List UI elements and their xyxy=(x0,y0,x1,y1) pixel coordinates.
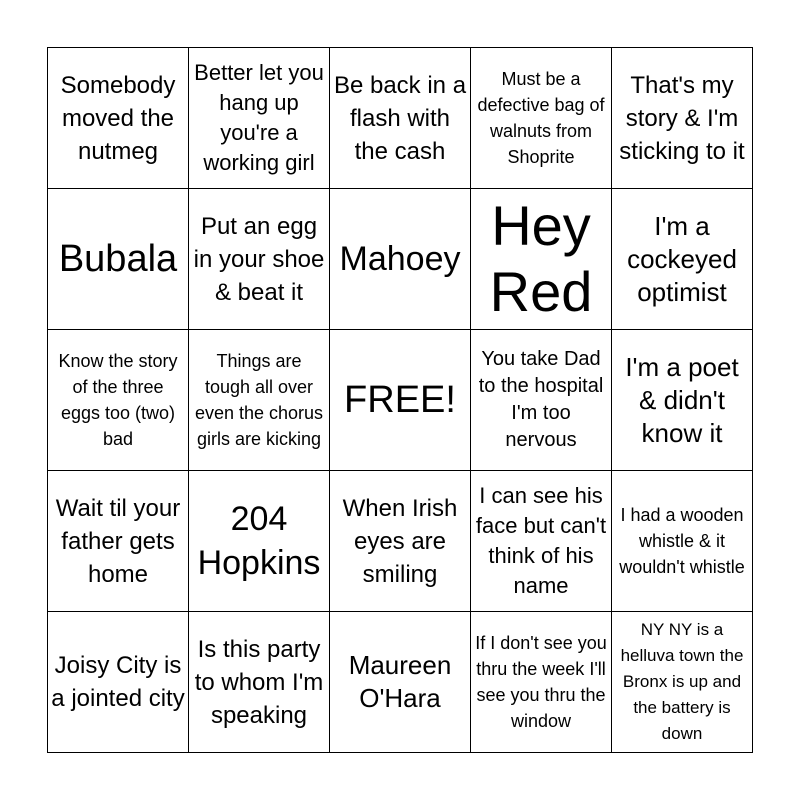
bingo-cell[interactable] xyxy=(189,48,330,189)
cell-text: I can see his face but can't think of his name xyxy=(475,483,607,598)
cell-text: Is this party to whom I'm speaking xyxy=(194,635,324,729)
cell-text: Better let you hang up you're a working girl xyxy=(194,60,324,175)
cell-text: I'm a poet & didn't know it xyxy=(625,351,739,448)
cell-text: Put an egg in your shoe & beat it xyxy=(193,212,325,306)
cell-text: Know the story of the three eggs too (two) bad xyxy=(58,351,178,449)
bingo-cell[interactable] xyxy=(48,330,189,471)
bingo-cell[interactable] xyxy=(471,612,612,753)
bingo-cell[interactable] xyxy=(471,189,612,330)
bingo-cell[interactable] xyxy=(189,189,330,330)
cell-text: Things are tough all over even the chorus girls are kicking xyxy=(194,351,324,449)
cell-text: Be back in a flash with the cash xyxy=(333,71,467,165)
bingo-cell[interactable] xyxy=(612,471,753,612)
bingo-cell[interactable] xyxy=(471,330,612,471)
cell-text: Somebody moved the nutmeg xyxy=(60,71,176,165)
bingo-cell[interactable] xyxy=(330,612,471,753)
cell-text: Maureen O'Hara xyxy=(348,650,452,713)
cell-text: That's my story & I'm sticking to it xyxy=(619,71,745,165)
bingo-board xyxy=(47,47,753,753)
cell-text: Must be a defective bag of walnuts from Shoprite xyxy=(477,69,605,167)
bingo-cell[interactable] xyxy=(471,471,612,612)
cell-text: When Irish eyes are smiling xyxy=(342,494,458,588)
cell-text: FREE! xyxy=(344,379,456,421)
cell-text: You take Dad to the hospital I'm too nervous xyxy=(478,348,604,451)
bingo-cell[interactable] xyxy=(330,189,471,330)
bingo-cell[interactable] xyxy=(48,612,189,753)
bingo-cell[interactable] xyxy=(48,189,189,330)
bingo-cell[interactable] xyxy=(330,48,471,189)
bingo-cell[interactable] xyxy=(612,189,753,330)
bingo-cell[interactable] xyxy=(189,612,330,753)
bingo-cell[interactable] xyxy=(471,48,612,189)
cell-text: I had a wooden whistle & it wouldn't whistle xyxy=(619,505,745,577)
bingo-cell[interactable] xyxy=(330,471,471,612)
bingo-cell[interactable] xyxy=(48,48,189,189)
bingo-cell[interactable] xyxy=(612,330,753,471)
free-space[interactable] xyxy=(330,330,471,471)
cell-text: 204 Hopkins xyxy=(197,500,321,582)
cell-text: Mahoey xyxy=(339,240,461,278)
bingo-cell[interactable] xyxy=(189,471,330,612)
cell-text: If I don't see you thru the week I'll see you thru the window xyxy=(475,633,607,731)
cell-text: I'm a cockeyed optimist xyxy=(627,210,737,307)
cell-text: Joisy City is a jointed city xyxy=(51,652,185,712)
cell-text: Hey Red xyxy=(489,194,593,323)
bingo-cell[interactable] xyxy=(48,471,189,612)
cell-text: NY NY is a helluva town the Bronx is up and the battery is down xyxy=(620,620,744,743)
cell-text: Bubala xyxy=(58,238,178,280)
bingo-cell[interactable] xyxy=(189,330,330,471)
bingo-cell[interactable] xyxy=(612,48,753,189)
bingo-cell[interactable] xyxy=(612,612,753,753)
cell-text: Wait til your father gets home xyxy=(55,494,181,588)
